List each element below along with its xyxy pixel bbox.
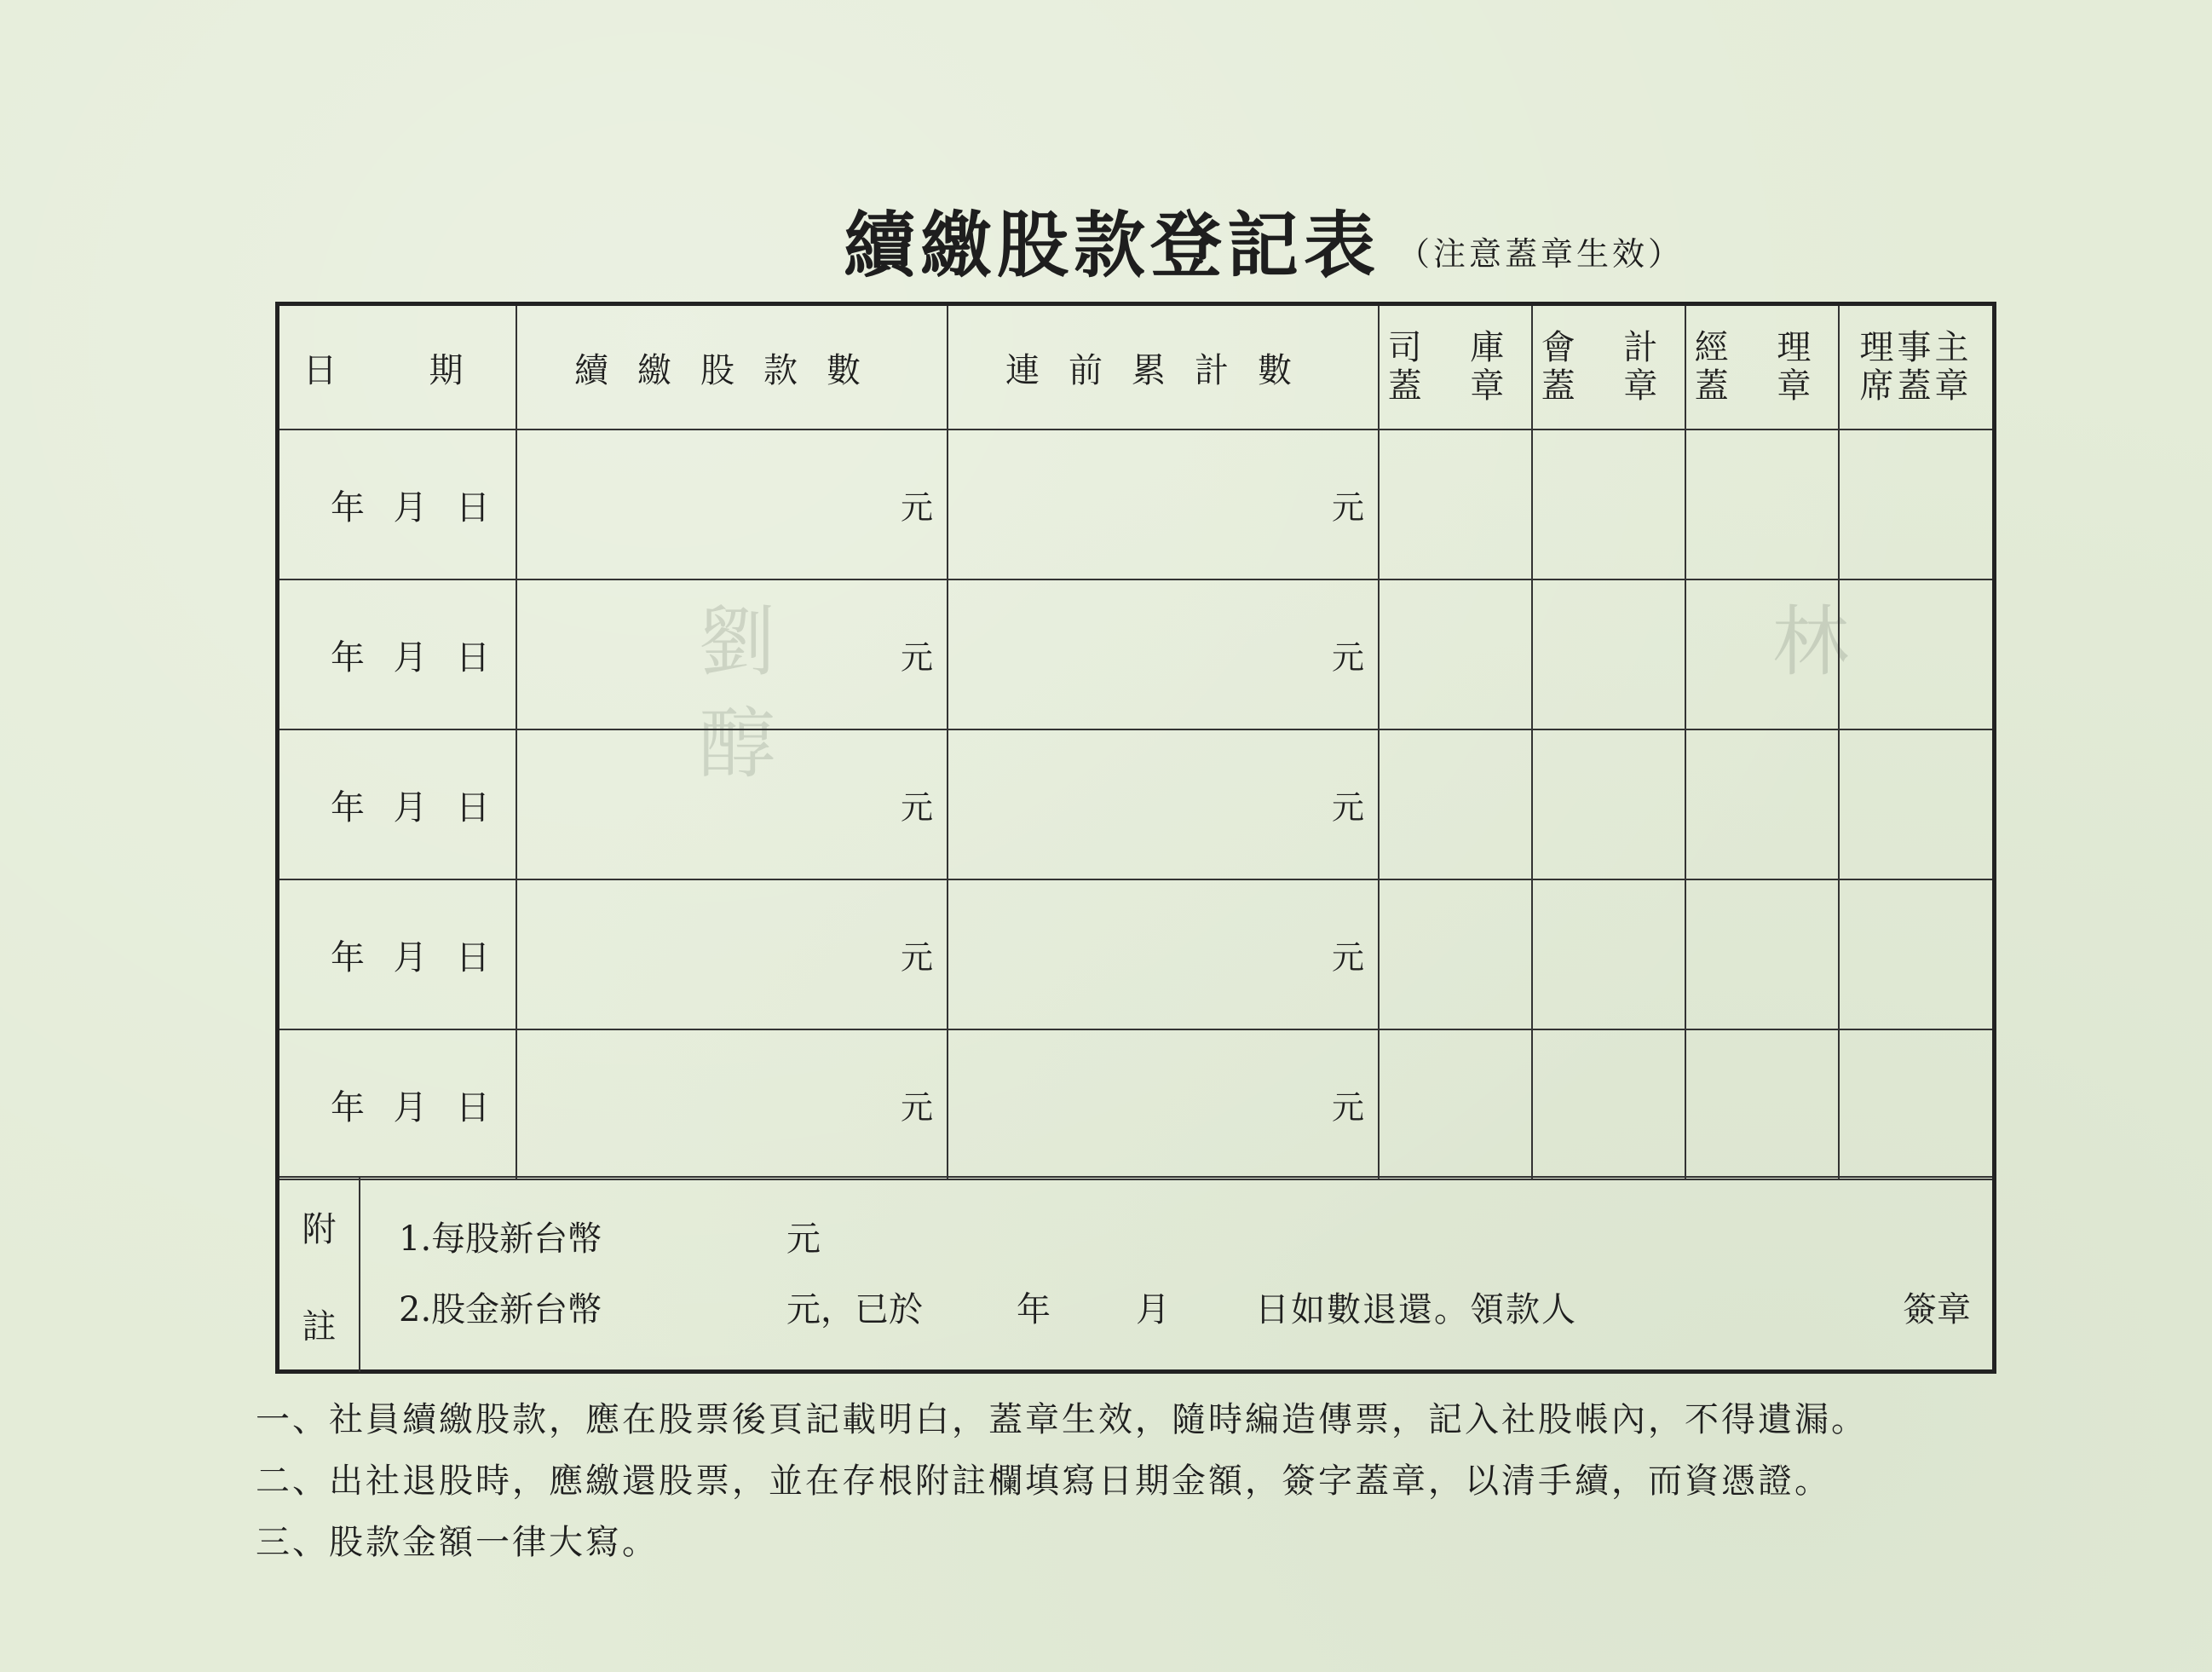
note-line1-label: 1.每股新台幣 <box>399 1219 602 1259</box>
notes-label-bottom: 註 <box>302 1306 337 1346</box>
table-header-row <box>279 306 1992 430</box>
header-treasurer-stamp: 司 庫 蓋 章 <box>1379 306 1532 430</box>
manager-stamp-cell[interactable] <box>1685 579 1839 729</box>
amount-cell[interactable]: 元 <box>516 579 948 729</box>
manager-stamp-cell[interactable] <box>1685 430 1839 579</box>
cumulative-cell[interactable]: 元 <box>948 579 1379 729</box>
manager-stamp-cell[interactable] <box>1685 729 1839 879</box>
treasurer-stamp-cell[interactable] <box>1379 430 1532 579</box>
rule-item: 三、股款金額一律大寫。 <box>256 1523 659 1562</box>
amount-cell[interactable]: 元 <box>516 879 948 1029</box>
note-line2-unit: 元，已於 <box>786 1290 923 1329</box>
table-row <box>279 879 1992 1029</box>
date-cell[interactable]: 年 月 日 <box>279 579 516 729</box>
header-date: 日 期 <box>279 306 516 430</box>
rule-item: 一、社員續繳股款，應在股票後頁記載明白，蓋章生效，隨時編造傳票，記入社股帳內，不得遺漏。 <box>256 1400 1868 1439</box>
chairman-stamp-cell[interactable] <box>1839 579 1992 729</box>
date-cell[interactable]: 年 月 日 <box>279 1029 516 1179</box>
header-chairman-stamp: 理事主 席蓋章 <box>1839 306 1992 430</box>
cumulative-cell[interactable]: 元 <box>948 430 1379 579</box>
notes-section <box>279 1176 1992 1370</box>
date-cell[interactable]: 年 月 日 <box>279 729 516 879</box>
note-line2-year: 年 <box>1017 1290 1051 1329</box>
header-manager-stamp: 經 理 蓋 章 <box>1685 306 1839 430</box>
cumulative-cell[interactable]: 元 <box>948 729 1379 879</box>
page-title: 續繳股款登記表 <box>844 203 1381 287</box>
header-accountant-stamp: 會 計 蓋 章 <box>1532 306 1685 430</box>
note-line2-signature: 簽章 <box>1903 1290 1971 1329</box>
treasurer-stamp-cell[interactable] <box>1379 879 1532 1029</box>
table-row <box>279 579 1992 729</box>
notes-label <box>279 1178 360 1372</box>
chairman-stamp-cell[interactable] <box>1839 729 1992 879</box>
chairman-stamp-cell[interactable] <box>1839 430 1992 579</box>
treasurer-stamp-cell[interactable] <box>1379 579 1532 729</box>
amount-cell[interactable]: 元 <box>516 1029 948 1179</box>
accountant-stamp-cell[interactable] <box>1532 1029 1685 1179</box>
note-line2-month: 月 <box>1136 1290 1170 1329</box>
note-line2-label: 2.股金新台幣 <box>399 1290 602 1329</box>
rules-list <box>256 1389 1868 1573</box>
chairman-stamp-cell[interactable] <box>1839 1029 1992 1179</box>
table-row <box>279 430 1992 579</box>
table-row <box>279 1029 1992 1179</box>
title-block <box>844 179 1866 287</box>
amount-cell[interactable]: 元 <box>516 430 948 579</box>
accountant-stamp-cell[interactable] <box>1532 729 1685 879</box>
table-row <box>279 729 1992 879</box>
header-amount: 續繳股款數 <box>516 306 948 430</box>
date-cell[interactable]: 年 月 日 <box>279 879 516 1029</box>
cumulative-cell[interactable]: 元 <box>948 879 1379 1029</box>
manager-stamp-cell[interactable] <box>1685 879 1839 1029</box>
registration-form <box>275 302 1996 1374</box>
note-line2-rest: 日如數退還。領款人 <box>1255 1290 1577 1329</box>
registration-table <box>279 306 1992 1180</box>
accountant-stamp-cell[interactable] <box>1532 579 1685 729</box>
manager-stamp-cell[interactable] <box>1685 1029 1839 1179</box>
accountant-stamp-cell[interactable] <box>1532 430 1685 579</box>
amount-cell[interactable]: 元 <box>516 729 948 879</box>
cumulative-cell[interactable]: 元 <box>948 1029 1379 1179</box>
date-cell[interactable]: 年 月 日 <box>279 430 516 579</box>
treasurer-stamp-cell[interactable] <box>1379 1029 1532 1179</box>
accountant-stamp-cell[interactable] <box>1532 879 1685 1029</box>
rule-item: 二、出社退股時，應繳還股票，並在存根附註欄填寫日期金額，簽字蓋章，以清手續，而資憑證。 <box>256 1462 1831 1501</box>
chairman-stamp-cell[interactable] <box>1839 879 1992 1029</box>
title-note: （注意蓋章生效） <box>1397 235 1685 273</box>
notes-label-top: 附 <box>302 1209 337 1249</box>
header-cumulative: 連前累計數 <box>948 306 1379 430</box>
treasurer-stamp-cell[interactable] <box>1379 729 1532 879</box>
note-line1-unit: 元 <box>786 1219 821 1259</box>
